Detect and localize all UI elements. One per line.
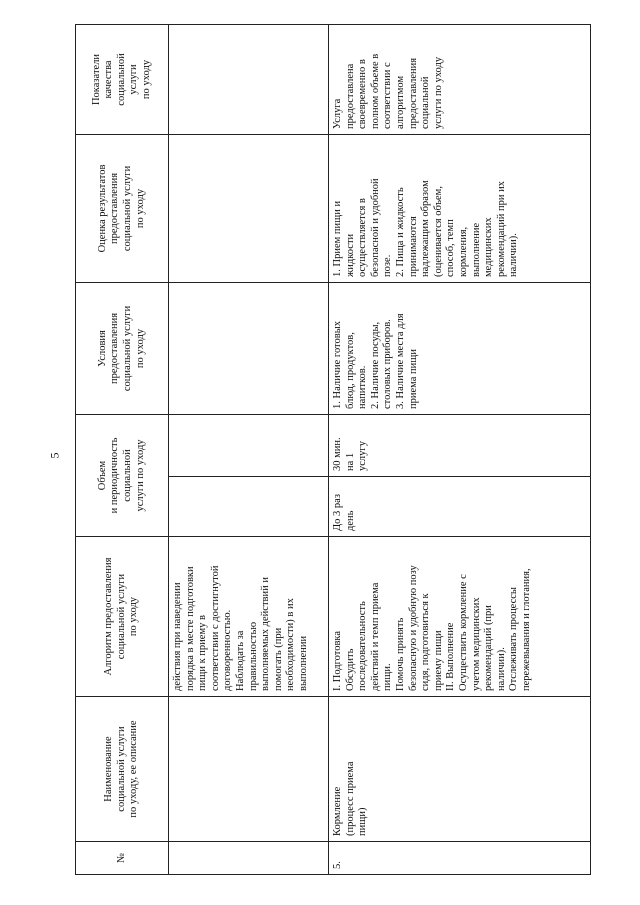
cont-duration: [169, 414, 329, 476]
row5-name: [329, 697, 591, 842]
text-line: социальной услуги: [122, 305, 133, 392]
text-line: по уходу: [134, 188, 146, 229]
header-algo: [76, 537, 169, 697]
text-line: социальной услуги: [115, 726, 127, 812]
text-line: До 3 раз: [332, 494, 343, 531]
text-line: Наблюдать за: [234, 630, 246, 691]
text-line: надлежащим образом: [420, 180, 432, 277]
text-line: сидя, подготовиться к: [420, 593, 432, 691]
continuation-row: [169, 24, 329, 874]
cont-conditions: [169, 282, 329, 414]
cont-name: [169, 697, 329, 842]
header-name: [76, 697, 169, 842]
row5-conditions: [329, 282, 591, 414]
text-line: полном объеме в: [369, 53, 381, 129]
row5-freq: [329, 477, 591, 537]
text-line: выполнении: [297, 635, 309, 691]
text-line: по уходу, ее описание: [128, 720, 140, 818]
row5-quality: [329, 24, 591, 134]
text-line: услуги по уходу: [432, 56, 444, 129]
text-line: действий и темп приема: [369, 582, 381, 691]
text-line: 2. Наличие посуды,: [369, 321, 381, 409]
text-line: рекомендаций (при: [483, 605, 495, 691]
text-line: 30 мин.: [332, 437, 343, 471]
row5-evaluation: [329, 134, 591, 282]
text-line: наличии).: [495, 647, 507, 691]
text-line: II. Выполнение: [445, 622, 457, 691]
text-line: принимаются: [407, 216, 419, 277]
text-line: безопасной и удобной: [369, 178, 381, 277]
text-line: необходимости) в их: [285, 598, 297, 691]
text-line: социальной услуги: [115, 573, 127, 660]
text-line: приема пищи: [407, 349, 419, 409]
text-line: I. Подготовка: [332, 630, 343, 691]
cont-num: [169, 842, 329, 875]
header-num: №: [76, 842, 169, 875]
text-line: социальной: [122, 449, 133, 502]
text-line: алгоритмом: [394, 75, 406, 129]
text-line: рекомендаций при их: [495, 181, 507, 277]
text-line: пищи): [357, 807, 369, 836]
text-line: 1. Прием пищи и: [332, 200, 343, 277]
cont-algo: [169, 537, 329, 697]
text-line: услуги: [128, 64, 140, 95]
text-line: Кормление: [332, 786, 343, 836]
header-volume: [76, 414, 169, 536]
header-quality: [76, 24, 169, 134]
text-line: день: [344, 510, 356, 531]
text-line: последовательность: [357, 601, 369, 691]
text-line: Условия: [96, 330, 108, 367]
text-line: предоставлена: [344, 63, 356, 129]
text-line: предоставления: [109, 172, 121, 245]
text-line: Отслеживать процессы: [508, 587, 520, 691]
text-line: осуществляется в: [357, 198, 369, 277]
text-line: услугу: [357, 441, 369, 471]
text-line: Помочь принять: [394, 617, 406, 691]
text-line: правильностью: [247, 621, 259, 691]
text-line: соответствии с: [382, 62, 394, 129]
row5-algo: [329, 537, 591, 697]
text-line: медицинских: [483, 217, 495, 277]
text-line: по уходу: [134, 328, 146, 369]
row5-num: 5.: [329, 842, 591, 875]
cont-freq: [169, 477, 329, 537]
text-line: социальной: [115, 53, 127, 106]
cont-evaluation: [169, 134, 329, 282]
text-line: социальной: [420, 76, 432, 129]
text-line: пережевывания и глотания,: [520, 568, 532, 691]
header-row: [76, 24, 169, 874]
header-evaluation: [76, 134, 169, 282]
text-line: безопасную и удобную позу: [407, 565, 419, 691]
text-line: социальной услуги: [122, 165, 133, 252]
text-line: выполняемых действий и: [260, 577, 272, 691]
text-line: своевременно в: [357, 59, 369, 129]
text-line: и периодичность: [109, 437, 121, 514]
text-line: Оценка результатов: [96, 164, 108, 253]
text-line: Объем: [96, 460, 108, 491]
text-line: на 1: [344, 452, 356, 471]
text-line: (процесс приема: [344, 761, 356, 836]
text-line: Осуществить кормление с: [457, 574, 469, 691]
text-line: приему пищи: [432, 630, 444, 691]
text-line: Алгоритм предоставления: [103, 557, 115, 676]
text-line: наличии).: [508, 233, 520, 277]
text-line: действия при наведении: [172, 582, 183, 691]
text-line: помогать (при: [272, 627, 284, 691]
text-line: пищи к приему в: [197, 615, 209, 691]
text-line: пищи.: [382, 663, 394, 691]
text-line: предоставления: [407, 57, 419, 129]
text-line: Услуга: [332, 98, 343, 129]
text-line: кормления,: [457, 226, 469, 277]
header-conditions: [76, 282, 169, 414]
text-line: качества: [103, 60, 115, 99]
text-line: позе.: [382, 254, 394, 277]
text-line: жидкости: [344, 233, 356, 277]
text-line: предоставления: [109, 312, 121, 385]
text-line: соответствии с достигнутой: [209, 565, 221, 691]
text-line: Показатели: [90, 53, 102, 106]
text-line: порядка в месте подготовки: [184, 566, 196, 691]
text-line: Наименование: [103, 736, 115, 802]
text-line: 3. Наличие места для: [394, 313, 406, 409]
row-5: [329, 24, 591, 874]
rotated-table-wrapper: [75, 25, 585, 875]
text-line: 1. Наличие готовых: [332, 320, 343, 409]
text-line: выполнение: [470, 222, 482, 277]
text-line: способ, темп: [445, 219, 457, 277]
text-line: учетом медицинских: [470, 597, 482, 691]
text-line: 2. Пища и жидкость: [394, 187, 406, 277]
text-line: по уходу: [140, 59, 152, 100]
text-line: договоренностью.: [222, 609, 234, 691]
text-line: услуги по уходу: [134, 439, 146, 512]
services-table: [75, 24, 591, 875]
text-line: по уходу: [128, 596, 140, 637]
page-number: 5: [47, 452, 62, 459]
text-line: (оценивается объем,: [432, 186, 444, 277]
text-line: напитков.: [357, 365, 369, 409]
text-line: столовых приборов.: [382, 319, 394, 409]
cont-quality: [169, 24, 329, 134]
text-line: блюд, продуктов,: [344, 332, 356, 409]
text-line: Обсудить: [344, 648, 356, 691]
row5-duration: [329, 414, 591, 476]
